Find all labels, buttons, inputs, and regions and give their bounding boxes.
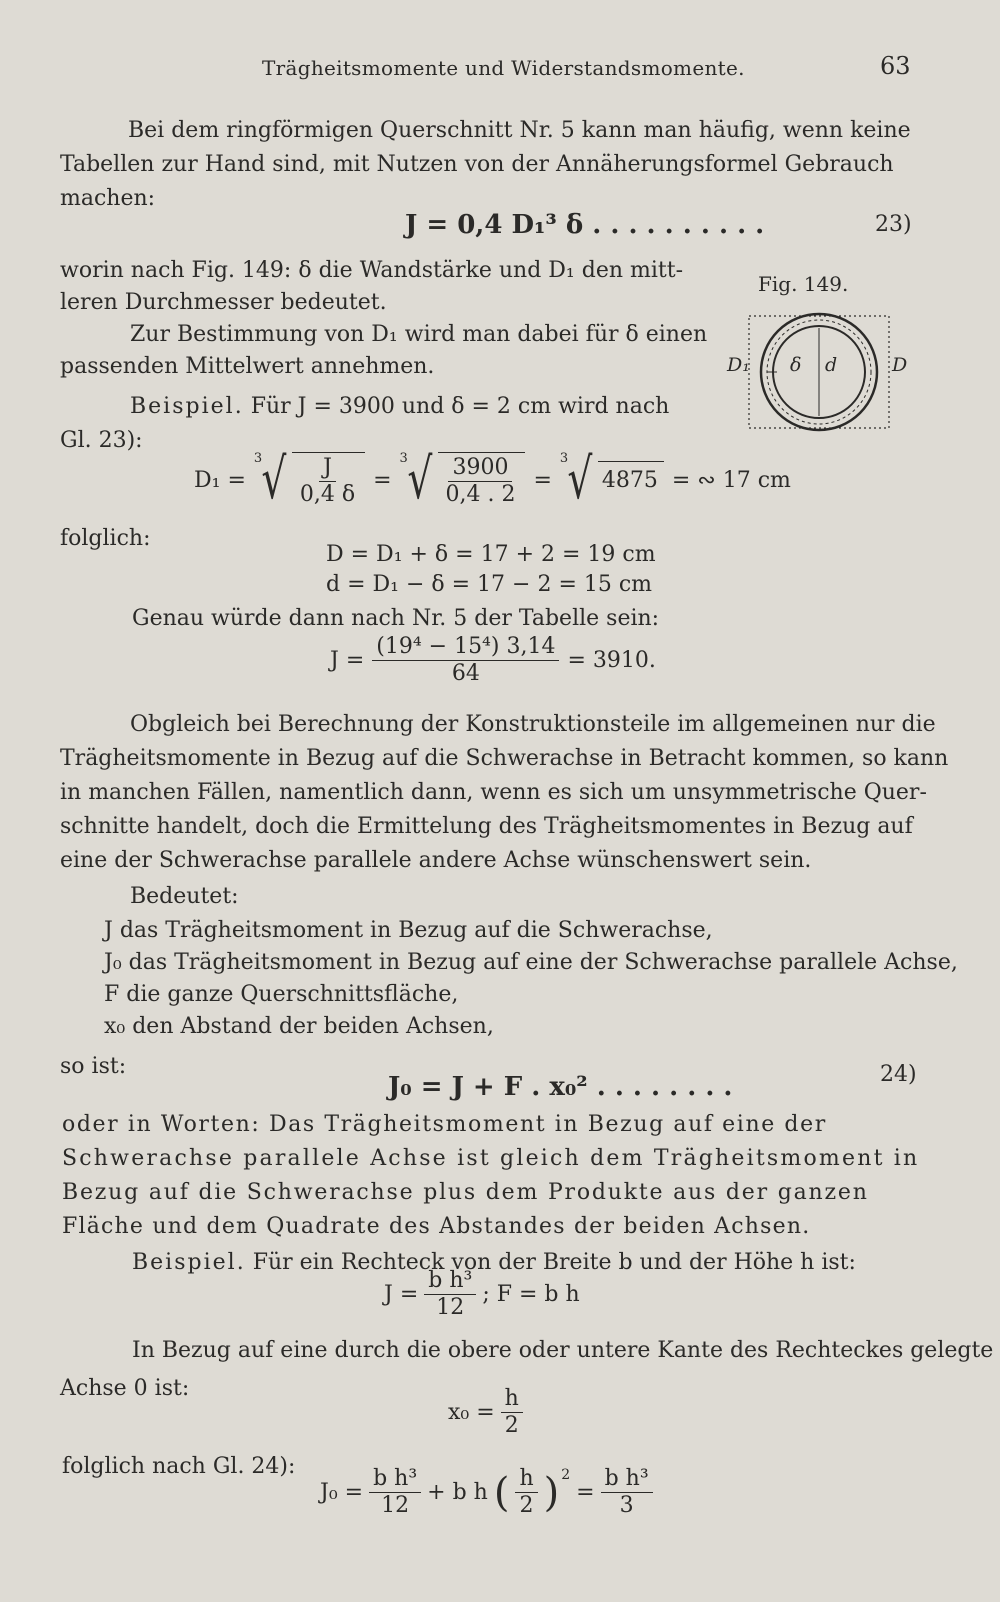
denominator: 12 [381,1493,410,1519]
root-body [292,452,365,509]
definition-line: J₀ das Trägheitsmoment in Bezug auf eine der Schwerachse parallele Achse, [104,950,958,975]
exact-equation [330,634,656,688]
exponent: 2 [561,1466,571,1483]
fraction [601,1466,653,1520]
j0-equation [320,1466,653,1520]
text-line: in manchen Fällen, namentlich dann, wenn es sich um unsymmetrische Quer- [60,780,927,805]
text-line: Zur Bestimmung von D₁ wird man dabei für δ einen [130,322,708,347]
text-line: so ist: [60,1054,127,1079]
root-body: 4875 [598,461,664,499]
text-line: passenden Mittelwert annehmen. [60,354,435,379]
text-line: folglich nach Gl. 24): [62,1454,296,1479]
exact-lhs: J = [330,648,365,674]
text-line: oder in Worten: Das Trägheitsmoment in Bezug auf eine der [62,1112,827,1137]
root-index: 3 [559,450,569,466]
left-paren: ( [493,1469,510,1516]
equation-23: J = 0,4 D₁³ δ . . . . . . . . . . [405,210,765,240]
example-text: Für J = 3900 und δ = 2 cm wird nach [250,394,670,419]
d1-result: = ∾ 17 cm [671,467,791,493]
fraction [515,1466,537,1520]
equals: = [533,467,552,493]
definition-line: x₀ den Abstand der beiden Achsen, [104,1014,494,1039]
fraction [424,1268,476,1322]
text-line: Achse 0 ist: [60,1376,190,1401]
denominator: 12 [436,1295,465,1321]
definition-line: J das Trägheitsmoment in Bezug auf die Schwerachse, [104,918,713,943]
equation-D: D = D₁ + δ = 17 + 2 = 19 cm [326,542,656,567]
text-line: folglich: [60,526,151,551]
text-line: eine der Schwerachse parallele andere Achse wünschenswert sein. [60,848,812,873]
equals: = [576,1480,595,1506]
running-header: Trägheitsmomente und Widerstandsmomente. [262,56,745,80]
text-line: schnitte handelt, doch die Ermittelung des Trägheitsmomentes in Bezug auf [60,814,913,839]
equals: = [373,467,392,493]
label-D1: D₁ [727,354,750,376]
root-index: 3 [253,450,263,466]
j0-lhs: J₀ = [320,1480,364,1506]
x0-lhs: x₀ = [448,1400,495,1426]
fraction [296,455,359,509]
example-label: Beispiel. [132,1250,246,1275]
text-line: worin nach Fig. 149: δ die Wandstärke und D₁ den mitt- [60,258,684,283]
page-number: 63 [880,52,911,80]
text-line: Genau würde dann nach Nr. 5 der Tabelle sein: [132,606,660,631]
text-line: Bezug auf die Schwerachse plus dem Produkte aus der ganzen [62,1180,869,1205]
equation-number: 24) [880,1062,917,1087]
root-sign: √ [261,447,287,513]
root-sign: √ [567,447,593,513]
figure-caption: Fig. 149. [758,272,849,296]
denominator: 0,4 . 2 [445,482,516,508]
cube-root-1 [253,447,365,513]
text-line: Gl. 23): [60,428,143,453]
fraction [369,1466,421,1520]
d1-equation [194,447,791,513]
example-text: Für ein Rechteck von der Breite b und der Höhe h ist: [252,1250,856,1275]
text-line: Bei dem ringförmigen Querschnitt Nr. 5 kann man häufig, wenn keine [128,118,911,143]
equation-24: J₀ = J + F . x₀² . . . . . . . . [388,1072,733,1102]
ring-cross-section-figure [725,310,915,435]
d1-lhs: D₁ = [194,467,246,493]
root-body [438,452,526,509]
definition-line: F die ganze Querschnittsfläche, [104,982,459,1007]
exact-rhs: = 3910. [567,648,656,674]
cube-root-3 [559,447,664,513]
numerator: h [501,1386,523,1413]
denominator: 0,4 δ [299,482,356,508]
denominator: 3 [619,1493,634,1519]
label-D: D [892,354,908,376]
fraction [442,455,520,509]
equation-d: d = D₁ − δ = 17 − 2 = 15 cm [326,572,653,597]
right-paren: ) [543,1469,560,1516]
denominator: 2 [504,1413,519,1439]
numerator: h [515,1466,537,1493]
fraction [372,634,559,688]
rect-rhs: ; F = b h [482,1282,580,1308]
numerator: b h³ [369,1466,421,1493]
text-line: In Bezug auf eine durch die obere oder untere Kante des Rechteckes gelegte [132,1338,994,1363]
denominator: 2 [519,1493,534,1519]
label-delta: δ [790,354,802,376]
example-line [130,394,669,419]
root-sign: √ [407,447,433,513]
text-line: Tabellen zur Hand sind, mit Nutzen von der Annäherungsformel Gebrauch [60,152,894,177]
equation-number: 23) [875,212,912,237]
example-label: Beispiel. [130,394,244,419]
denominator: 64 [451,661,480,687]
text-line: machen: [60,186,156,211]
numerator: b h³ [424,1268,476,1295]
text-line: Fläche und dem Quadrate des Abstandes der beiden Achsen. [62,1214,811,1239]
text-line: Schwerachse parallele Achse ist gleich dem Trägheitsmoment in [62,1146,920,1171]
text-line: Obgleich bei Berechnung der Konstruktionsteile im allgemeinen nur die [130,712,936,737]
plus-term: + b h [427,1480,488,1506]
rect-lhs: J = [384,1282,419,1308]
text-line: leren Durchmesser bedeutet. [60,290,387,315]
label-d: d [825,354,838,376]
fraction [501,1386,523,1440]
cube-root-2 [399,447,526,513]
root-index: 3 [399,450,408,466]
text-line: Bedeutet: [130,884,239,909]
x0-equation [448,1386,523,1440]
numerator: b h³ [601,1466,653,1493]
text-line: Trägheitsmomente in Bezug auf die Schwerachse in Betracht kommen, so kann [60,746,949,771]
numerator: (19⁴ − 15⁴) 3,14 [372,634,559,661]
numerator: 3900 [448,455,512,482]
rectangle-equation [384,1268,580,1322]
numerator: J [319,455,336,482]
